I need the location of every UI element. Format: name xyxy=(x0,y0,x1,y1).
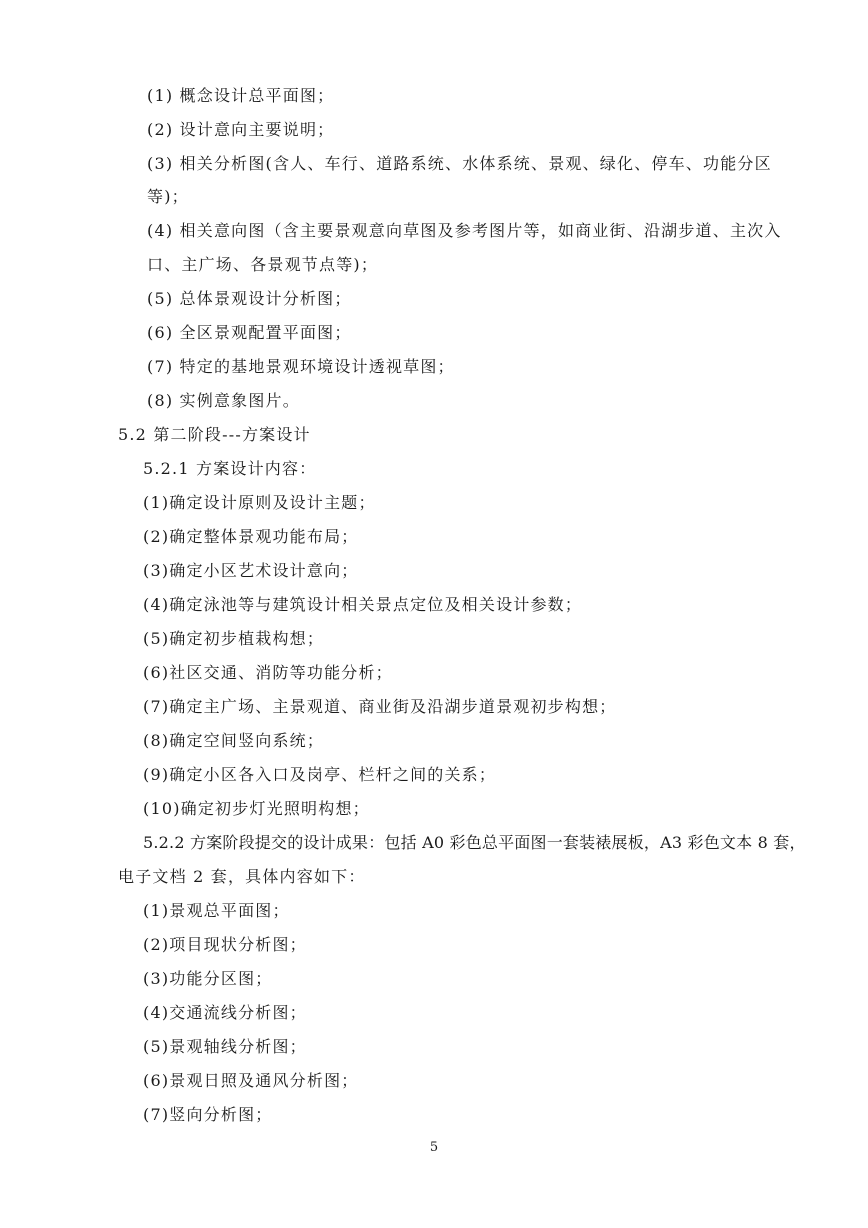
subsection-heading: 5.2.2 方案阶段提交的设计成果：包括 A0 彩色总平面图一套装裱展板，A3 彩色文本 8 套， xyxy=(143,833,806,852)
page-number: 5 xyxy=(429,1140,439,1155)
text-line: (2)确定整体景观功能布局； xyxy=(143,527,359,546)
text-line: (7)竖向分析图； xyxy=(143,1105,273,1124)
text-line: (8)确定空间竖向系统； xyxy=(143,731,325,750)
text-line: (7) 特定的基地景观环境设计透视草图； xyxy=(147,357,455,376)
text-line: (6) 全区景观配置平面图； xyxy=(147,323,352,342)
text-line: (4) 相关意向图（含主要景观意向草图及参考图片等，如商业街、沿湖步道、主次入 xyxy=(147,221,782,240)
text-line: (2)项目现状分析图； xyxy=(143,935,307,954)
text-line: (5)景观轴线分析图； xyxy=(143,1037,307,1056)
text-line: 电子文档 2 套，具体内容如下： xyxy=(118,867,366,886)
text-line: (1) 概念设计总平面图； xyxy=(147,86,335,105)
text-line: (3)确定小区艺术设计意向； xyxy=(143,561,359,580)
text-line: (6)社区交通、消防等功能分析； xyxy=(143,663,393,682)
section-heading: 5.2 第二阶段---方案设计 xyxy=(118,425,311,444)
text-line: 等)； xyxy=(147,187,189,206)
text-line: (10)确定初步灯光照明构想； xyxy=(143,799,370,818)
text-line: (4)确定泳池等与建筑设计相关景点定位及相关设计参数； xyxy=(143,595,583,614)
text-line: (5) 总体景观设计分析图； xyxy=(147,289,352,308)
text-line: (7)确定主广场、主景观道、商业街及沿湖步道景观初步构想； xyxy=(143,697,617,716)
text-line: (1)景观总平面图； xyxy=(143,901,290,920)
text-line: (6)景观日照及通风分析图； xyxy=(143,1071,359,1090)
text-line: (3)功能分区图； xyxy=(143,969,273,988)
text-line: (9)确定小区各入口及岗亭、栏杆之间的关系； xyxy=(143,765,497,784)
text-line: 口、主广场、各景观节点等)； xyxy=(147,255,379,274)
text-line: (2) 设计意向主要说明； xyxy=(147,120,335,139)
text-line: (4)交通流线分析图； xyxy=(143,1003,307,1022)
text-line: (3) 相关分析图(含人、车行、道路系统、水体系统、景观、绿化、停车、功能分区 xyxy=(147,154,772,173)
text-line: (8) 实例意象图片。 xyxy=(147,391,300,410)
text-line: (1)确定设计原则及设计主题； xyxy=(143,493,376,512)
text-line: (5)确定初步植栽构想； xyxy=(143,629,325,648)
subsection-heading: 5.2.1 方案设计内容： xyxy=(143,459,317,478)
